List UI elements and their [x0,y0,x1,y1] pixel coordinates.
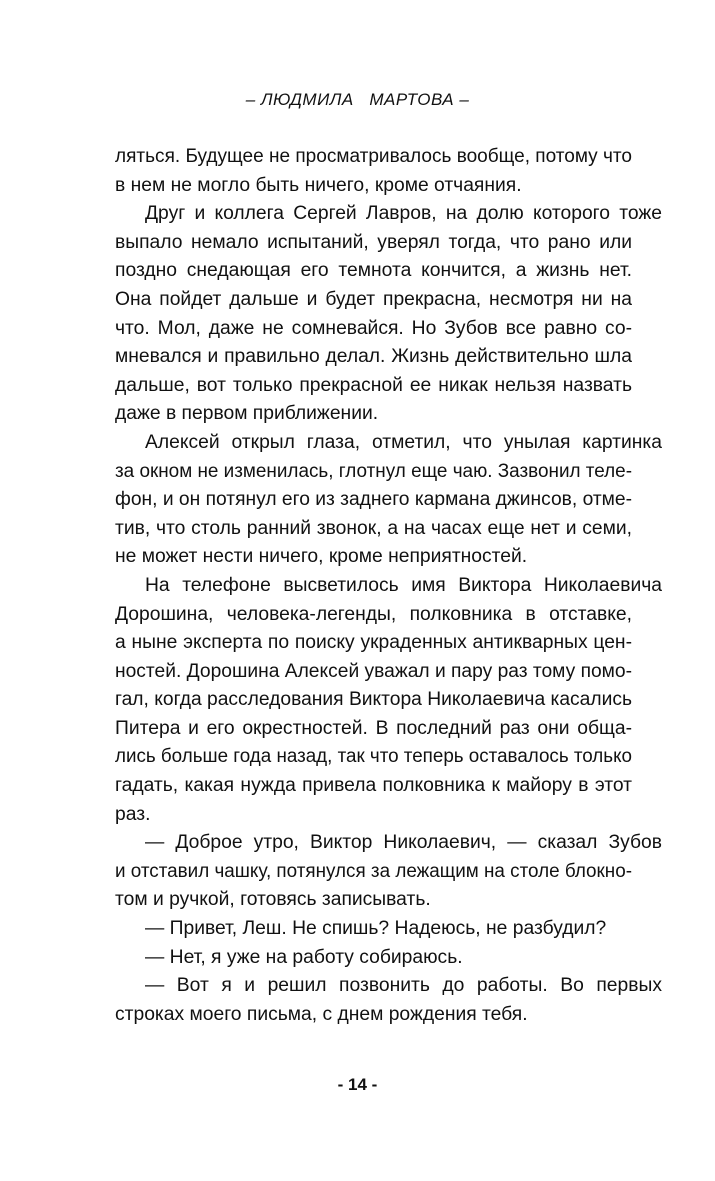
text-line: дальше, вот только прекрасной ее никак нельзя назвать [115,374,632,396]
text-line: лись больше года назад, так что теперь оставалось только [115,746,632,768]
text-line: Питера и его окрестностей. В последний раз они обща- [115,717,632,739]
paragraph [115,829,662,915]
paragraph [115,429,662,572]
text-line: — Нет, я уже на работу собираюсь. [145,946,463,968]
text-line: даже в первом приближении. [115,403,379,425]
text-line: не может нести ничего, кроме неприятностей. [115,546,528,568]
text-line: На телефоне высветилось имя Виктора Николаевича [145,574,662,596]
text-line: — Доброе утро, Виктор Николаевич, — сказал Зубов [145,832,662,854]
text-line: ляться. Будущее не просматривалось вообще, потому что [115,146,632,167]
text-line: в нем не могло быть ничего, кроме отчаяния. [115,174,522,196]
text-line: мневался и правильно делал. Жизнь действительно шла [115,346,632,368]
text-line: поздно снедающая его темнота кончится, а жизнь нет. [115,260,632,282]
text-line: раз. [115,803,151,825]
text-line: тив, что столь ранний звонок, а на часах еще нет и семи, [115,517,632,539]
body-text [115,143,662,1029]
text-line: выпало немало испытаний, уверял тогда, что рано или [115,231,632,253]
page-number: - 14 - [337,1075,378,1094]
text-line: ностей. Дорошина Алексей уважал и пару раз тому помо- [115,660,632,682]
text-line: Алексей открыл глаза, отметил, что унылая картинка [145,431,662,453]
paragraph [115,915,632,944]
text-line: за окном не изменилась, глотнул еще чаю. Зазвонил теле- [115,460,632,482]
text-line: Дорошина, человека-легенды, полковника в отставке, [115,603,632,625]
paragraph [115,972,662,1029]
text-line: — Привет, Леш. Не спишь? Надеюсь, не разбудил? [145,918,607,940]
paragraph [115,944,632,973]
text-line: гадать, какая нужда привела полковника к майору в этот [115,775,632,797]
running-header: – ЛЮДМИЛА МАРТОВА – [245,90,470,109]
paragraph [115,200,662,429]
text-line: Друг и коллега Сергей Лавров, на долю которого тоже [145,203,662,225]
text-line: что. Мол, даже не сомневайся. Но Зубов все равно со- [115,317,632,339]
text-line: — Вот я и решил позвонить до работы. Во первых [145,975,662,997]
text-line: строках моего письма, с днем рождения тебя. [115,1003,528,1025]
text-line: Она пойдет дальше и будет прекрасна, несмотря ни на [115,288,632,310]
text-line: гал, когда расследования Виктора Николаевича касались [115,689,632,711]
paragraph [115,572,662,829]
text-line: а ныне эксперта по поиску украденных антикварных цен- [115,632,632,654]
paragraph [115,143,632,200]
text-line: и отставил чашку, потянулся за лежащим на столе блокно- [115,860,632,882]
text-line: том и ручкой, готовясь записывать. [115,889,431,911]
text-line: фон, и он потянул его из заднего кармана джинсов, отме- [115,489,632,511]
